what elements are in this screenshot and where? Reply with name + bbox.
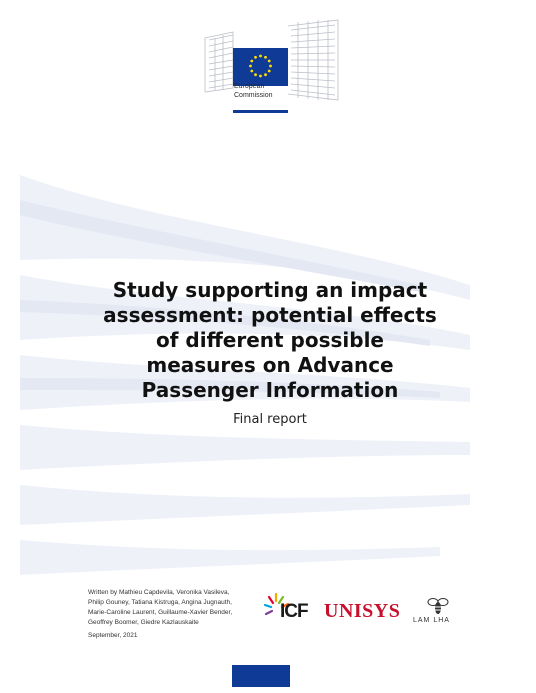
european-commission-logo <box>203 18 343 114</box>
organization-name <box>234 82 273 100</box>
authors-line-1: Written by Mathieu Capdevila, Veronika Vasileva, <box>88 589 230 596</box>
lamlha-logo-text: LAM LHA <box>413 617 450 624</box>
title-line-1: Study supporting an impact <box>112 278 428 302</box>
report-subtitle: Final report <box>233 412 307 427</box>
bee-icon <box>427 596 449 616</box>
title-line-4: measures on Advance <box>146 353 394 377</box>
authors-line-2: Philip Gouney, Tatiana Kistruga, Angina Jugnauth, <box>88 599 232 606</box>
icf-logo-text: ICF <box>280 601 308 622</box>
authors-line-3: Marie-Caroline Laurent, Guillaume-Xavier Bender, <box>88 609 233 616</box>
organization-line-1: European <box>234 83 265 90</box>
authors-block <box>88 588 268 628</box>
footer-color-bar <box>232 665 290 687</box>
publication-date: September, 2021 <box>88 632 138 639</box>
report-title <box>70 278 470 403</box>
organization-line-2: Commission <box>234 92 273 99</box>
title-line-3: of different possible <box>156 328 384 352</box>
title-line-2: assessment: potential effects <box>103 303 437 327</box>
authors-line-4: Geoffrey Boomer, Giedre Kazlauskaite <box>88 619 199 626</box>
unisys-logo: UNISYS <box>324 600 401 622</box>
title-line-5: Passenger Information <box>141 378 399 402</box>
